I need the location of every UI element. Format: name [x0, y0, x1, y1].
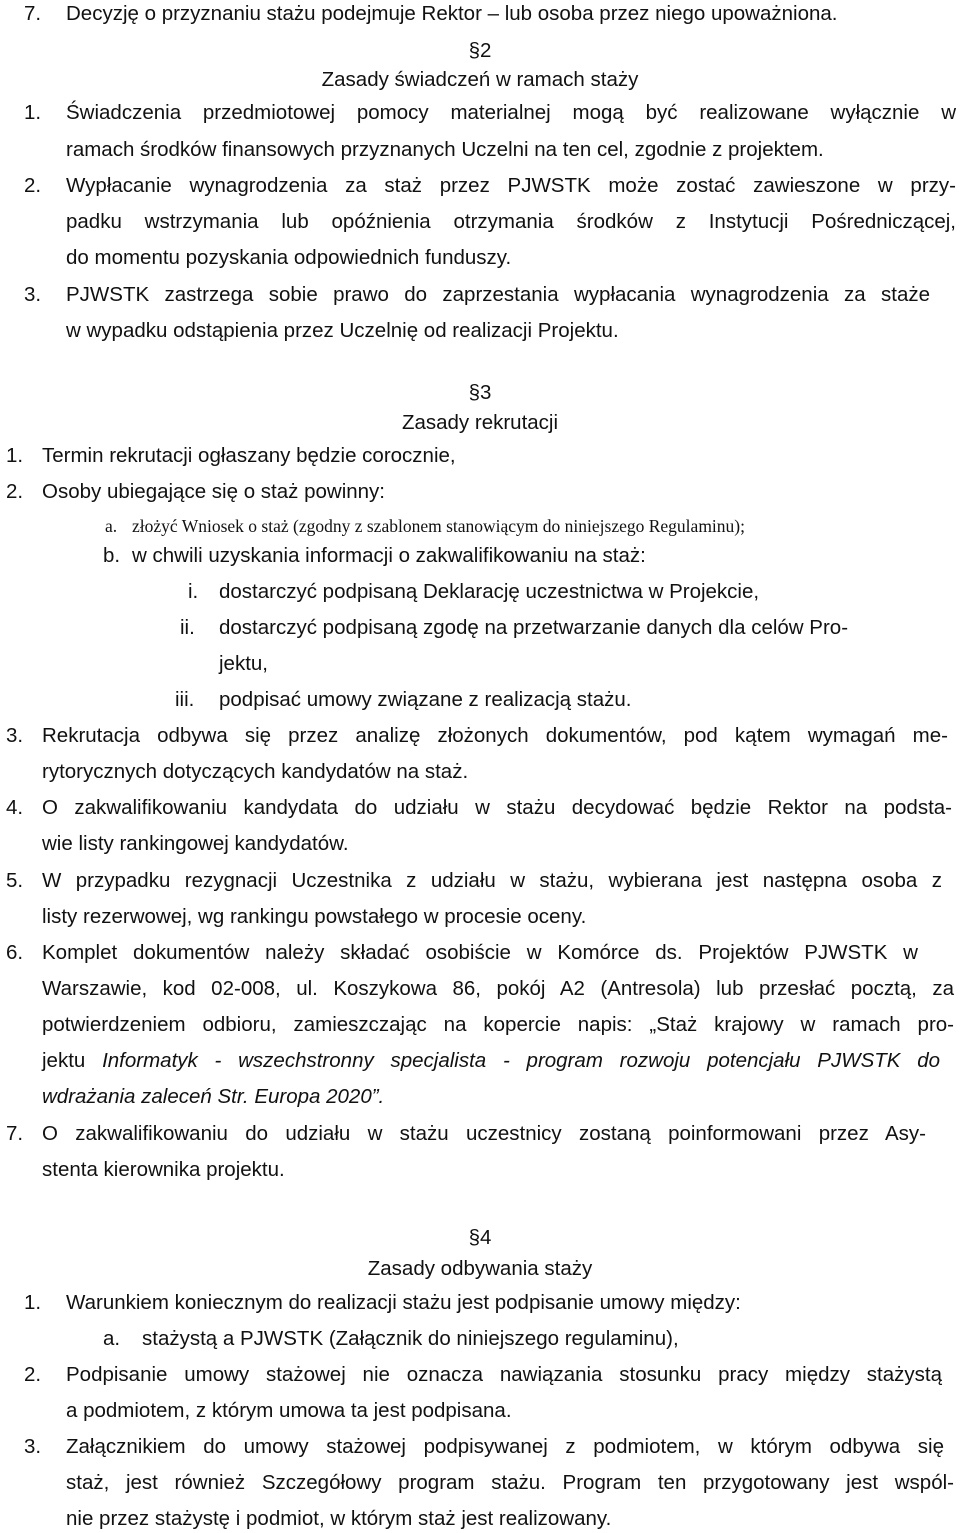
item-text: wie listy rankingowej kandydatów.	[42, 832, 349, 855]
item-number: i.	[188, 580, 199, 603]
item-number: 2.	[6, 480, 24, 503]
item-text: w wypadku odstąpienia przez Uczelnię od realizacji Projektu.	[66, 319, 619, 342]
item-text: nie przez stażystę i podmiot, w którym staż jest realizowany.	[66, 1507, 612, 1530]
item-number: 2.	[24, 174, 42, 197]
item-text: W przypadku rezygnacji Uczestnika z udziału w stażu, wybierana jest następna osoba z	[42, 869, 942, 892]
item-text: O zakwalifikowaniu do udziału w stażu uczestnicy zostaną poinformowani przez Asy-	[42, 1122, 926, 1145]
item-number: a.	[105, 516, 118, 536]
item-text: rytorycznych dotyczących kandydatów na staż.	[42, 760, 469, 783]
item-number: 3.	[24, 1435, 42, 1458]
item-text: listy rezerwowej, wg rankingu powstałego w procesie oceny.	[42, 905, 587, 928]
item-text: padku wstrzymania lub opóźnienia otrzymania środków z Instytucji Pośredniczącej,	[66, 210, 956, 233]
item-text: w chwili uzyskania informacji o zakwalifikowaniu na staż:	[132, 544, 646, 567]
project-title: wdrażania zaleceń Str. Europa 2020	[42, 1085, 372, 1108]
item-number: a.	[103, 1327, 121, 1350]
item-text: złożyć Wniosek o staż (zgodny z szablonem stanowiącym do niniejszego Regulaminu);	[132, 516, 745, 536]
section-title: Zasady rekrutacji	[401, 411, 559, 434]
item-text: Wypłacanie wynagrodzenia za staż przez PJWSTK może zostać zawieszone w przy-	[66, 174, 956, 197]
item-text: Załącznikiem do umowy stażowej podpisywanej z podmiotem, w którym odbywa się	[66, 1435, 944, 1458]
section-number: §4	[468, 1226, 492, 1249]
item-text: Warunkiem koniecznym do realizacji stażu jest podpisanie umowy między:	[66, 1291, 741, 1314]
quote-close: ”.	[371, 1085, 385, 1108]
item-text: Rekrutacja odbywa się przez analizę złożonych dokumentów, pod kątem wymagań me-	[42, 724, 948, 747]
item-text: staż, jest również Szczegółowy program stażu. Program ten przygotowany jest wspól-	[66, 1471, 954, 1494]
item-number: 1.	[24, 1291, 42, 1314]
item-number: 6.	[6, 941, 24, 964]
item-number: 1.	[24, 101, 42, 124]
item-text: potwierdzeniem odbioru, zamieszczając na kopercie napis: „Staż krajowy w ramach pro-	[42, 1013, 954, 1036]
item-text: Termin rekrutacji ogłaszany będzie corocznie,	[42, 444, 456, 467]
item-number: 7.	[24, 2, 42, 25]
item-text: stenta kierownika projektu.	[42, 1158, 285, 1181]
item-text: O zakwalifikowaniu kandydata do udziału w stażu decydować będzie Rektor na podsta-	[42, 796, 952, 819]
item-text	[42, 1047, 940, 1075]
item-text: Komplet dokumentów należy składać osobiście w Komórce ds. Projektów PJWSTK w	[42, 941, 918, 964]
item-number: b.	[103, 544, 121, 567]
item-text: Podpisanie umowy stażowej nie oznacza nawiązania stosunku pracy między stażystą	[66, 1363, 942, 1386]
section-title: Zasady odbywania staży	[367, 1257, 593, 1280]
project-title: Informatyk - wszechstronny specjalista - program rozwoju potencjału PJWSTK do	[102, 1049, 941, 1072]
item-number: 2.	[24, 1363, 42, 1386]
item-text: ramach środków finansowych przyznanych Uczelni na ten cel, zgodnie z projektem.	[66, 138, 824, 161]
item-text: stażystą a PJWSTK (Załącznik do niniejszego regulaminu),	[142, 1327, 679, 1350]
item-text: Świadczenia przedmiotowej pomocy materialnej mogą być realizowane wyłącznie w	[66, 101, 956, 124]
item-text: dostarczyć podpisaną zgodę na przetwarzanie danych dla celów Pro-	[219, 616, 849, 639]
item-text: podpisać umowy związane z realizacją stażu.	[219, 688, 632, 711]
item-number: iii.	[175, 688, 195, 711]
item-text: Osoby ubiegające się o staż powinny:	[42, 480, 386, 503]
item-number: 4.	[6, 796, 24, 819]
item-number: 7.	[6, 1122, 24, 1145]
item-number: 5.	[6, 869, 24, 892]
item-text: jektu,	[219, 652, 268, 675]
item-text: a podmiotem, z którym umowa ta jest podpisana.	[66, 1399, 512, 1422]
item-text	[42, 1083, 384, 1111]
section-number: §3	[468, 381, 492, 404]
item-text: Decyzję o przyznaniu stażu podejmuje Rektor – lub osoba przez niego upoważniona.	[66, 2, 838, 25]
item-number: ii.	[180, 616, 195, 639]
item-text: do momentu pozyskania odpowiednich funduszy.	[66, 246, 512, 269]
section-number: §2	[468, 39, 492, 62]
item-number: 3.	[6, 724, 24, 747]
item-text: dostarczyć podpisaną Deklarację uczestnictwa w Projekcie,	[219, 580, 760, 603]
item-number: 3.	[24, 283, 42, 306]
item-number: 1.	[6, 444, 24, 467]
item-text: PJWSTK zastrzega sobie prawo do zaprzestania wypłacania wynagrodzenia za staże	[66, 283, 930, 306]
item-text-segment: jektu	[42, 1049, 103, 1072]
item-text: Warszawie, kod 02-008, ul. Koszykowa 86, pokój A2 (Antresola) lub przesłać pocztą, za	[42, 977, 954, 1000]
section-title: Zasady świadczeń w ramach staży	[321, 68, 639, 91]
